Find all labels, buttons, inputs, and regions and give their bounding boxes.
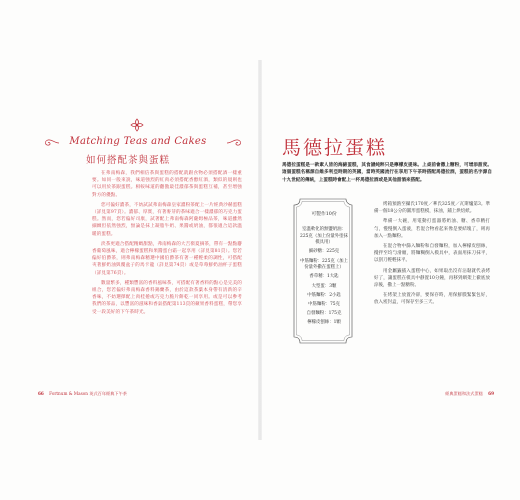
method-paragraph: 用金屬籤插入蛋糕中心，如果取出沒有沾黏就代表烤好了，讓蛋糕在模具中靜置10分鐘，再移到網架上徹底放涼後，撒上一點糖粉。: [374, 268, 490, 289]
running-footer-title: 經典蛋糕和法式蛋糕: [445, 391, 483, 396]
body-paragraph: 在弗南梅森，我們相信茶與蛋糕的搭配就跟食物必須搭配酒一樣重要。如同一般來說，味道強烈的紅肉必須搭配香醇紅酒，類似的規則也可以用於茶跟蛋糕。相較味道的翻傲最佳濃郁茶與蛋糕互補，甚至增強對方的優點。: [92, 171, 242, 198]
recipe-intro: 馬德拉蛋糕是一款素人皆的海綿蛋糕，其食譜純粹只是檸檬皮提味。上桌前會撒上糖粉，可增添甜度。這個蛋糕名稱源自維多利亞時期的英國，當時英國流行在享用下午茶時搭配馬德拉酒，蛋糕的名字源自十九世紀的傳統，上蛋糕時會配上一杯馬德拉酒或是其他甜酒來搭配。: [282, 163, 492, 183]
ingredient-item: 中筋麵粉：2小匙: [307, 292, 341, 298]
method-text: [374, 201, 490, 310]
ingredient-list: [298, 210, 350, 329]
page-number: 66: [38, 391, 44, 396]
serves-label: 可製作10份: [311, 212, 337, 217]
method-paragraph: 準備一大碗，用電動打蛋器將奶油、糖、香草精打勻，慢慢倒入蛋液，若混合物看起來像是要結塊了，則再加入一點麵粉。: [374, 219, 490, 239]
ingredient-item: 檸檬皮刨絲：1顆: [307, 320, 341, 326]
fleur-ornament-icon: [130, 118, 144, 132]
body-paragraph: 數量繁多，種類豐富的香料風味茶，可搭配有著香料的點心是完美的組合，您若偏好弗南梅森香料錫蘭茶，由於這款茶葉本身帶有清新的辛香味，不妨選擇配上肉桂捲或巧克力脆片餅乾一同享用。或是可以參考我們的茶品，以豐富的滋味和香氣搭配第113頁的蘋果香料蛋糕，帶您享受一段美好的下午茶時光。: [92, 280, 242, 315]
swirl-right-icon: [226, 138, 248, 148]
right-footer: [445, 391, 494, 397]
running-footer-title: Fortnum & Mason 英式百年經典下午茶: [49, 391, 127, 396]
page-number: 69: [488, 391, 494, 396]
body-paragraph: 淡茶更適合搭配精緻甜點，弗南梅森的大吉嶺夏摘茶，帶有一點點麝香葡萄風味，適合檸檬蛋糕和果醬蛋白霜一起享用（詳見第81頁）。您若偏好伯爵茶，則弗南梅森精選中國伯爵茶有著一種輕柔的調性，可搭配夾著鮮奶油與覆盆子的馬卡龍（詳見第74頁）或是草莓鮮奶油杯子蛋糕（詳見第76頁）。: [92, 241, 242, 276]
section-heading: 如何搭配茶與蛋糕: [86, 155, 171, 166]
swirl-left-icon: [38, 138, 60, 148]
ingredient-item: 中筋麵粉：225克（加上份量外撒在蛋糕上）: [300, 258, 348, 271]
recipe-title: 馬德拉蛋糕: [282, 137, 388, 159]
ingredient-item: 細砂糖：225克: [308, 249, 340, 255]
method-paragraph: 烤箱預熱至攝氏170度／華氏325度／瓦斯爐第3。準備一個18公分的圓形蛋糕模，抹油，鋪上烘焙紙。: [374, 202, 490, 215]
right-page: [262, 0, 520, 500]
left-page: [0, 0, 258, 500]
body-paragraph: 您可偏好濃茶，不妨試試弗南梅森皇家濃粉茶配上一片經典沙赫蛋糕（詳見第97頁）。濃郁、厚實，有著麥芽的茶味適合一樣濃郁的巧克力蛋糕。然而，您若偏好司康，試著配上弗南梅森阿薩姆極品茶，味道雖然細緻但依然強烈，無論是抹上凝脂牛奶、果醬或奶油，都很適合這款溫暖的蛋糕。: [92, 202, 242, 237]
left-footer: [38, 391, 127, 397]
ingredient-item: 自發麵粉：175克: [306, 311, 342, 317]
method-paragraph: 在混合物中篩入麵粉和自發麵粉，加入檸檬皮刨絲，攪拌至均勻滑順，將麵糊倒入模具中，表面用抹刀抹平，以刮刀輕輕抹平。: [374, 244, 490, 264]
left-body-text: [92, 170, 242, 319]
ingredient-item: 大型蛋：3顆: [311, 283, 337, 289]
script-title: Matching Teas and Cakes: [69, 136, 207, 147]
ingredient-item: 室溫軟化的無鹽奶油：225克（加上份量外塗抹模具用）: [300, 227, 348, 246]
ingredient-item: 中筋麵粉：75克: [308, 301, 340, 307]
ingredient-item: 香草精：1大匙: [309, 274, 339, 280]
method-paragraph: 在烤架上放置冷卻，要保存時，用保鮮膜緊緊包好，放入密封盒，可保存至多三天。: [374, 293, 490, 306]
